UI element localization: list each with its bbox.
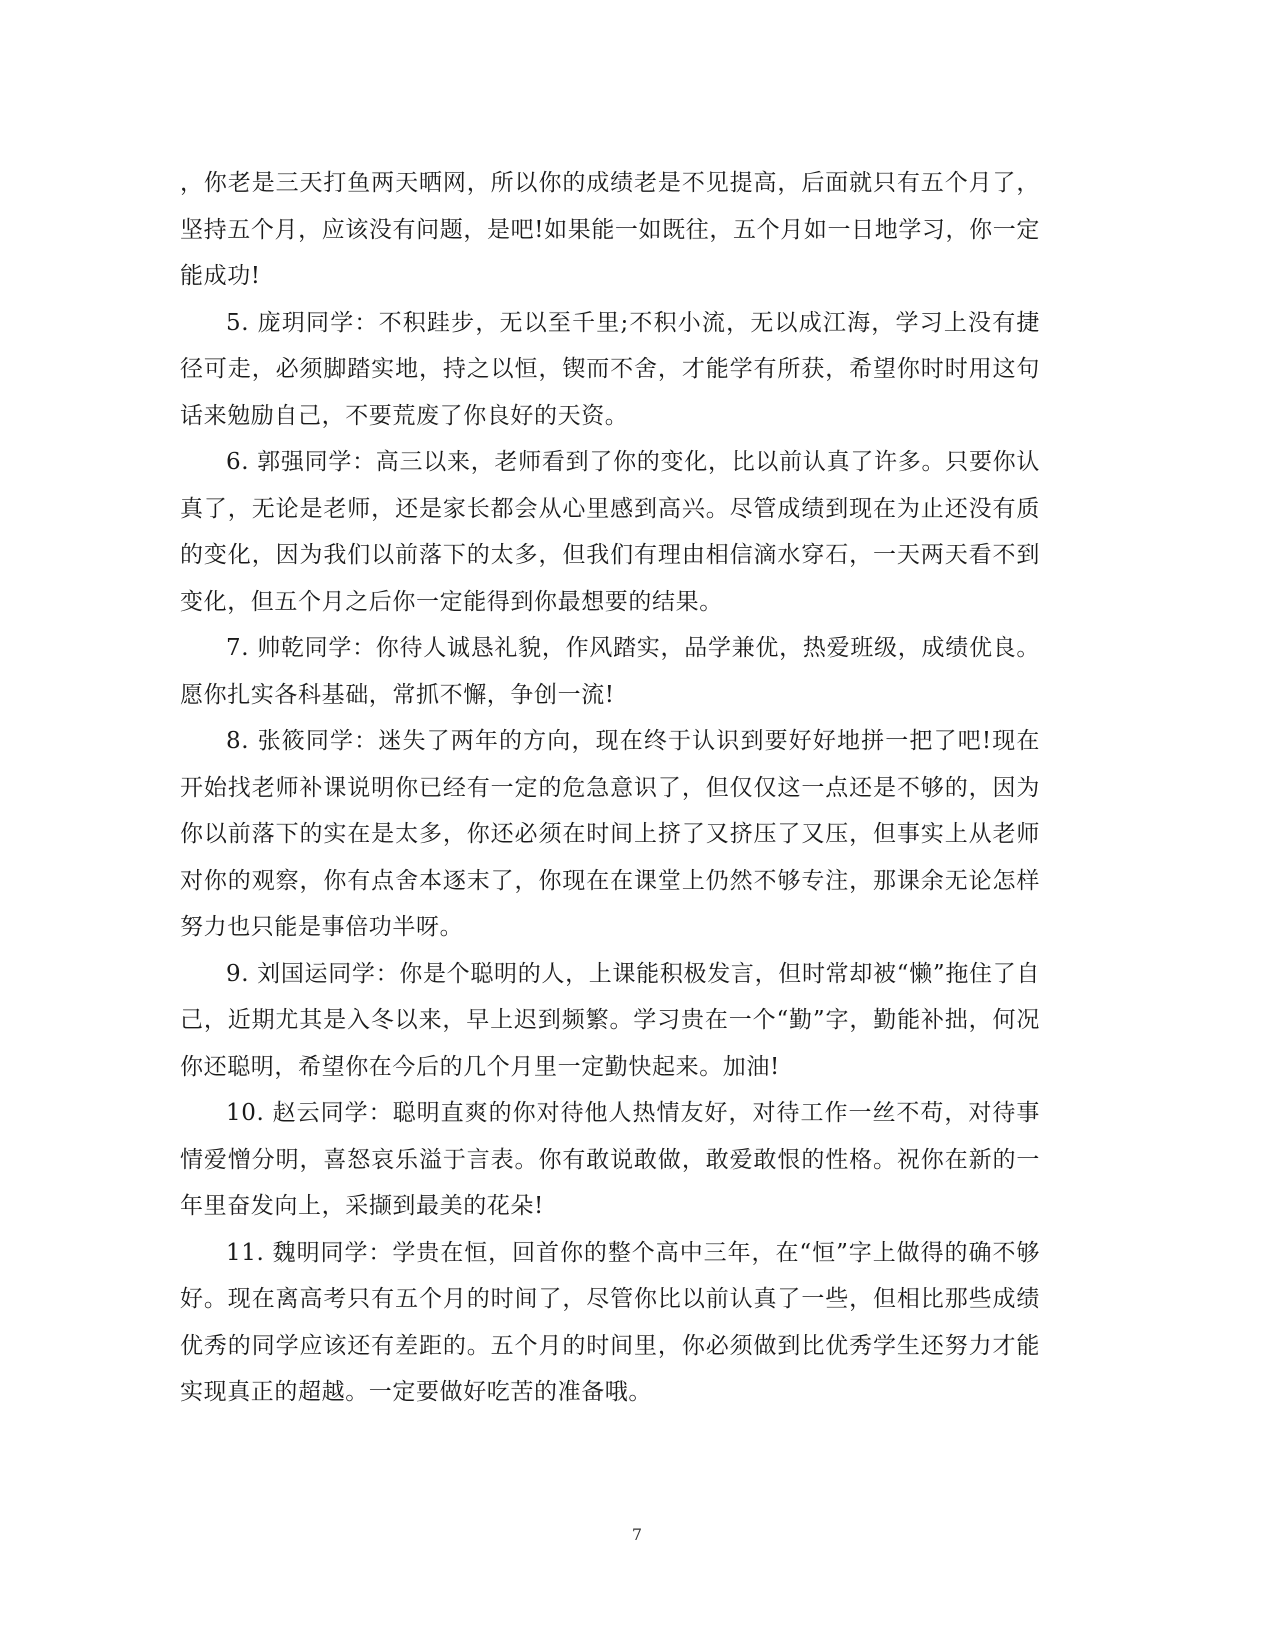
document-body bbox=[180, 160, 1040, 1416]
paragraph-comment-10: 10. 赵云同学：聪明直爽的你对待他人热情友好，对待工作一丝不苟，对待事情爱憎分明，喜怒哀乐溢于言表。你有敢说敢做，敢爱敢恨的性格。祝你在新的一年里奋发向上，采撷到最美的花朵! bbox=[180, 1100, 1040, 1219]
paragraph-comment-8: 8. 张筱同学：迷失了两年的方向，现在终于认识到要好好地拼一把了吧!现在开始找老师补课说明你已经有一定的危急意识了，但仅仅这一点还是不够的，因为你以前落下的实在是太多，你还必须在时间上挤了又挤压了又压，但事实上从老师对你的观察，你有点舍本逐末了，你现在在课堂上仍然不够专注，那课余无论怎样努力也只能是事倍功半呀。 bbox=[180, 728, 1040, 940]
paragraph-comment-7: 7. 帅乾同学：你待人诚恳礼貌，作风踏实，品学兼优，热爱班级，成绩优良。愿你扎实各科基础，常抓不懈，争创一流! bbox=[180, 635, 1040, 708]
paragraph-comment-6: 6. 郭强同学：高三以来，老师看到了你的变化，比以前认真了许多。只要你认真了，无论是老师，还是家长都会从心里感到高兴。尽管成绩到现在为止还没有质的变化，因为我们以前落下的太多，但我们有理由相信滴水穿石，一天两天看不到变化，但五个月之后你一定能得到你最想要的结果。 bbox=[180, 449, 1040, 615]
paragraph-comment-9: 9. 刘国运同学：你是个聪明的人，上课能积极发言，但时常却被“懒”拖住了自己，近期尤其是入冬以来，早上迟到频繁。学习贵在一个“勤”字，勤能补拙，何况你还聪明，希望你在今后的几个月里一定勤快起来。加油! bbox=[180, 960, 1040, 1080]
paragraph-comment-11: 11. 魏明同学：学贵在恒，回首你的整个高中三年，在“恒”字上做得的确不够好。现在离高考只有五个月的时间了，尽管你比以前认真了一些，但相比那些成绩优秀的同学应该还有差距的。五个月的时间里，你必须做到比优秀学生还努力才能实现真正的超越。一定要做好吃苦的准备哦。 bbox=[180, 1239, 1040, 1405]
paragraph-comment-5: 5. 庞玥同学：不积跬步，无以至千里;不积小流，无以成江海，学习上没有捷径可走，必须脚踏实地，持之以恒，锲而不舍，才能学有所获，希望你时时用这句话来勉励自己，不要荒废了你良好的天资。 bbox=[180, 309, 1040, 429]
paragraph-continuation: ，你老是三天打鱼两天晒网，所以你的成绩老是不见提高，后面就只有五个月了，坚持五个月，应该没有问题，是吧!如果能一如既往，五个月如一日地学习，你一定能成功! bbox=[180, 170, 1040, 289]
page-number: 7 bbox=[631, 1525, 643, 1544]
